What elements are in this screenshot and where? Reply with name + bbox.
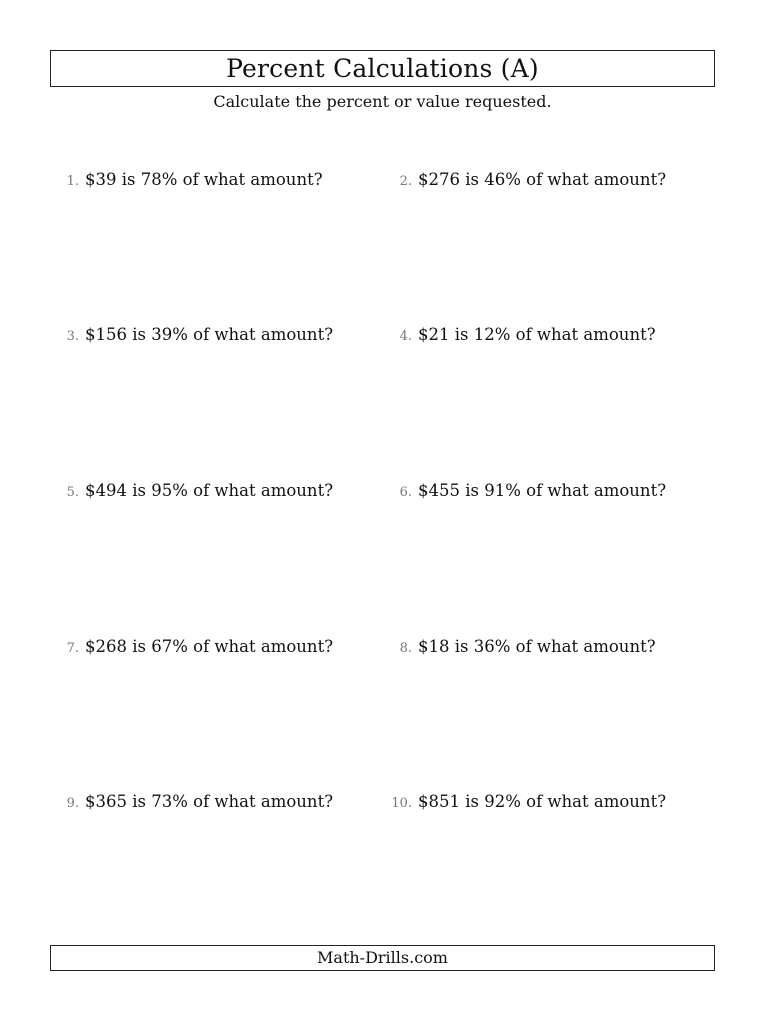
problem-3 bbox=[49, 325, 333, 344]
instructions: Calculate the percent or value requested. bbox=[213, 92, 552, 111]
footer-box bbox=[50, 945, 715, 971]
problem-4 bbox=[382, 325, 656, 344]
problem-question: $494 is 95% of what amount? bbox=[85, 481, 334, 500]
problem-5 bbox=[49, 481, 333, 500]
problem-9 bbox=[49, 792, 333, 811]
problem-question: $851 is 92% of what amount? bbox=[418, 792, 667, 811]
problem-question: $21 is 12% of what amount? bbox=[418, 325, 656, 344]
problem-7 bbox=[49, 637, 333, 656]
problem-6 bbox=[382, 481, 666, 500]
problem-question: $39 is 78% of what amount? bbox=[85, 170, 323, 189]
problem-number: 8. bbox=[399, 641, 412, 656]
problem-number: 3. bbox=[66, 329, 79, 344]
footer-text: Math-Drills.com bbox=[317, 948, 448, 967]
problem-question: $268 is 67% of what amount? bbox=[85, 637, 334, 656]
problem-question: $156 is 39% of what amount? bbox=[85, 325, 334, 344]
problem-number: 9. bbox=[66, 796, 79, 811]
problem-number: 1. bbox=[66, 174, 79, 189]
problem-question: $365 is 73% of what amount? bbox=[85, 792, 334, 811]
problem-question: $455 is 91% of what amount? bbox=[418, 481, 667, 500]
problem-number: 5. bbox=[66, 485, 79, 500]
page-title: Percent Calculations (A) bbox=[226, 54, 539, 83]
problem-2 bbox=[382, 170, 666, 189]
title-box bbox=[50, 50, 715, 87]
problem-question: $18 is 36% of what amount? bbox=[418, 637, 656, 656]
problem-number: 6. bbox=[399, 485, 412, 500]
problem-10 bbox=[382, 792, 666, 811]
problem-number: 10. bbox=[391, 796, 412, 811]
problem-number: 2. bbox=[399, 174, 412, 189]
problem-1 bbox=[49, 170, 323, 189]
problem-8 bbox=[382, 637, 656, 656]
problem-question: $276 is 46% of what amount? bbox=[418, 170, 667, 189]
problem-number: 4. bbox=[399, 329, 412, 344]
problem-number: 7. bbox=[66, 641, 79, 656]
